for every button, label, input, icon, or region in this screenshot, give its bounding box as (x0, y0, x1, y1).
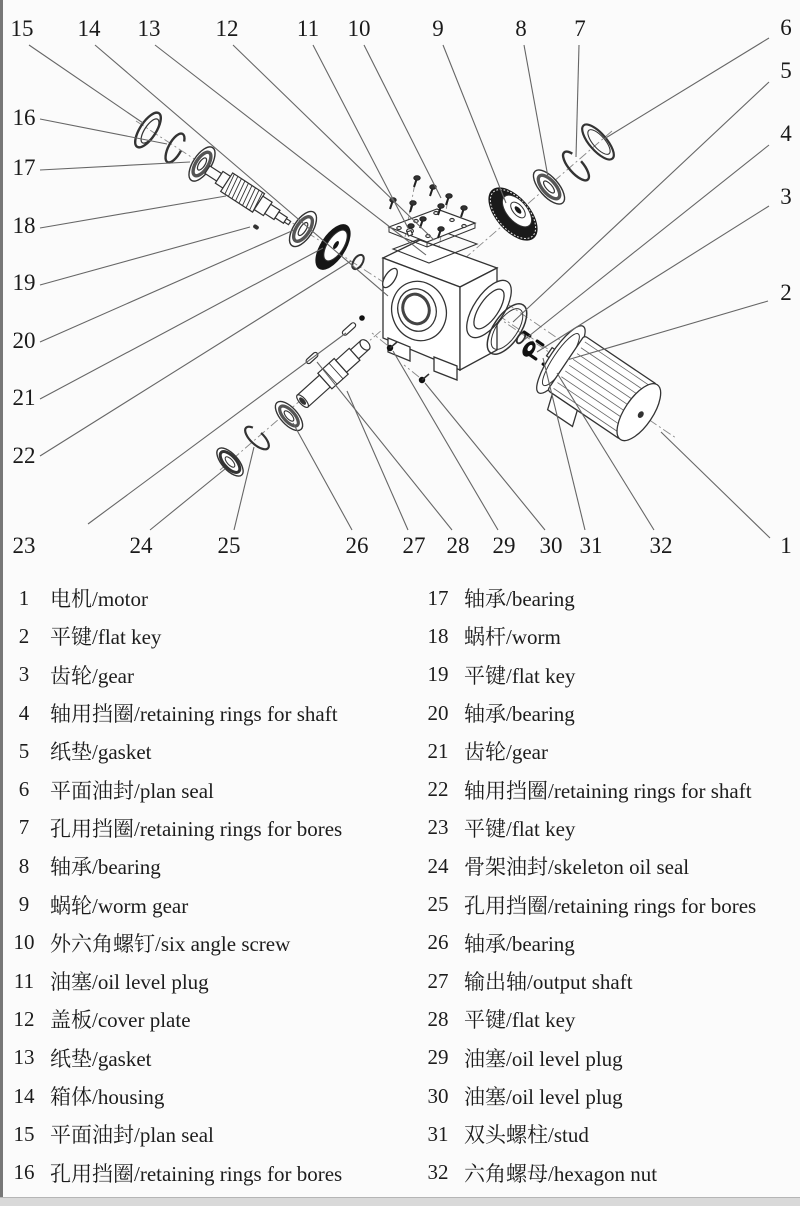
parts-list-item-21 (420, 732, 756, 770)
retaining-ring-16-drawing (162, 131, 189, 165)
leader-line-8 (524, 45, 548, 177)
callout-label-25: 25 (217, 533, 241, 558)
flat-key-19-drawing (252, 224, 259, 231)
part-number: 4 (18, 700, 30, 725)
part-name: 轴承/bearing (50, 855, 161, 880)
callout-label-12: 12 (215, 16, 239, 41)
part-number: 15 (13, 1121, 35, 1146)
parts-list-item-30 (420, 1077, 756, 1115)
part-number: 28 (427, 1006, 449, 1031)
part-name: 六角螺母/hexagon nut (464, 1161, 658, 1186)
parts-list-item-8 (6, 847, 342, 885)
part-name: 平键/flat key (464, 1008, 576, 1033)
callout-label-29: 29 (492, 533, 516, 558)
part-name: 平面油封/plan seal (50, 1123, 214, 1148)
parts-list-item-24 (420, 847, 756, 885)
leader-line-20 (40, 230, 294, 342)
callout-label-21: 21 (12, 385, 36, 410)
part-name: 骨架油封/skeleton oil seal (464, 855, 690, 880)
parts-list-item-9 (6, 885, 342, 923)
parts-list-item-28 (420, 1000, 756, 1038)
part-number: 29 (427, 1045, 449, 1070)
leader-line-28 (317, 362, 452, 530)
exploded-view-diagram (0, 0, 800, 570)
parts-list-item-10 (6, 924, 342, 962)
part-name: 平键/flat key (464, 816, 576, 841)
scan-edge-bottom (0, 1197, 800, 1206)
part-number: 23 (427, 815, 449, 840)
part-number: 9 (18, 892, 30, 917)
parts-list-item-19 (420, 656, 756, 694)
oil-plug-11-drawing (407, 229, 414, 236)
part-name: 电机/motor (50, 587, 148, 612)
callout-label-26: 26 (345, 533, 369, 558)
callout-label-27: 27 (402, 533, 426, 558)
part-name: 孔用挡圈/retaining rings for bores (50, 1161, 343, 1186)
part-number: 25 (427, 892, 449, 917)
worm-gear-9-drawing (479, 179, 547, 250)
callout-label-13: 13 (137, 16, 161, 41)
callout-label-30: 30 (539, 533, 563, 558)
parts-list-item-6 (6, 770, 342, 808)
callout-label-10: 10 (347, 16, 371, 41)
part-name: 箱体/housing (50, 1085, 165, 1109)
parts-list-item-20 (420, 694, 756, 732)
gear-21-drawing (308, 218, 357, 275)
parts-list-item-1 (6, 579, 342, 617)
part-name: 蜗轮/worm gear (50, 893, 189, 918)
part-name: 油塞/oil level plug (50, 970, 209, 995)
part-number: 18 (427, 623, 449, 648)
part-name: 外六角螺钉/six angle screw (50, 931, 291, 956)
leader-line-18 (40, 196, 226, 228)
leader-line-3 (537, 206, 769, 352)
part-name: 油塞/oil level plug (464, 1085, 623, 1109)
parts-list-item-15 (6, 1115, 342, 1153)
callout-label-9: 9 (432, 16, 444, 41)
callout-label-24: 24 (129, 533, 153, 558)
parts-list-item-18 (420, 617, 756, 655)
plan-seal-15-drawing (130, 109, 165, 151)
part-number: 8 (18, 853, 30, 878)
part-number: 10 (13, 930, 35, 955)
leader-line-4 (524, 145, 769, 340)
part-name: 纸垫/gasket (50, 740, 152, 765)
callout-label-32: 32 (649, 533, 673, 558)
leader-line-23 (88, 333, 346, 524)
parts-list-item-13 (6, 1039, 342, 1077)
callout-label-18: 18 (12, 213, 36, 238)
parts-list-item-27 (420, 962, 756, 1000)
part-number: 6 (18, 777, 30, 802)
part-name: 轴承/bearing (464, 587, 575, 612)
parts-list-column-right (420, 579, 756, 1192)
part-name: 齿轮/gear (464, 740, 548, 765)
parts-list-item-17 (420, 579, 756, 617)
leader-line-29 (393, 351, 498, 530)
callout-label-1: 1 (780, 533, 792, 558)
part-number: 12 (13, 1006, 35, 1031)
leader-line-2 (567, 301, 768, 360)
leader-line-24 (150, 469, 225, 530)
bearing-8-drawing (528, 165, 570, 209)
callout-label-19: 19 (12, 270, 36, 295)
leader-line-16 (40, 119, 167, 144)
callout-label-5: 5 (780, 58, 792, 83)
part-name: 蜗杆/worm (464, 625, 561, 650)
part-number: 30 (427, 1083, 449, 1108)
callout-label-8: 8 (515, 16, 527, 41)
callout-label-3: 3 (780, 184, 792, 209)
plan-seal-6-drawing (577, 120, 619, 164)
parts-list-item-29 (420, 1039, 756, 1077)
part-number: 11 (13, 968, 35, 993)
callout-label-28: 28 (446, 533, 470, 558)
part-name: 平键/flat key (464, 663, 576, 688)
parts-list-item-5 (6, 732, 342, 770)
parts-list-item-25 (420, 885, 756, 923)
callout-label-15: 15 (10, 16, 34, 41)
parts-list-column-left (6, 579, 342, 1192)
callout-label-7: 7 (574, 16, 586, 41)
part-number: 3 (18, 662, 30, 687)
part-name: 孔用挡圈/retaining rings for bores (464, 893, 757, 918)
leader-line-14 (95, 45, 388, 296)
housing-14-drawing (380, 240, 520, 380)
part-number: 21 (427, 738, 449, 763)
oil-plug-30-drawing (419, 374, 429, 383)
parts-list-item-12 (6, 1000, 342, 1038)
parts-list-item-26 (420, 924, 756, 962)
callout-label-4: 4 (780, 121, 792, 146)
parts-list-item-31 (420, 1115, 756, 1153)
retaining-ring-25-drawing (242, 423, 273, 453)
callout-label-17: 17 (12, 155, 36, 180)
callout-label-11: 11 (296, 16, 320, 41)
oil-plug-detail (359, 315, 365, 321)
callout-label-22: 22 (12, 443, 36, 468)
leader-line-1 (661, 432, 770, 538)
leader-line-26 (293, 423, 352, 530)
callout-label-14: 14 (77, 16, 101, 41)
part-name: 输出轴/output shaft (464, 970, 633, 995)
part-name: 油塞/oil level plug (464, 1046, 623, 1071)
bearing-20-drawing (284, 207, 322, 251)
callout-label-16: 16 (12, 105, 36, 130)
part-name: 轴用挡圈/retaining rings for shaft (464, 778, 752, 803)
callout-label-31: 31 (579, 533, 603, 558)
part-number: 2 (18, 623, 30, 648)
leader-line-15 (29, 45, 143, 123)
parts-list-item-23 (420, 809, 756, 847)
parts-list-item-11 (6, 962, 342, 1000)
callout-label-23: 23 (12, 533, 36, 558)
leader-line-17 (40, 162, 190, 170)
worm-18-drawing (201, 160, 295, 232)
part-name: 纸垫/gasket (50, 1046, 152, 1071)
part-number: 31 (427, 1121, 449, 1146)
part-number: 7 (18, 815, 30, 840)
part-number: 27 (427, 968, 449, 993)
leader-line-19 (40, 227, 250, 285)
part-name: 双头螺柱/stud (464, 1123, 589, 1148)
part-number: 22 (427, 777, 449, 802)
parts-list (0, 579, 800, 1198)
part-name: 轴承/bearing (464, 702, 575, 727)
part-number: 32 (427, 1160, 449, 1185)
part-number: 14 (13, 1083, 35, 1108)
callout-label-20: 20 (12, 328, 36, 353)
parts-list-item-14 (6, 1077, 342, 1115)
part-name: 盖板/cover plate (50, 1008, 191, 1033)
part-number: 26 (427, 930, 449, 955)
leader-line-27 (347, 391, 408, 530)
leader-line-13 (155, 45, 426, 255)
part-number: 24 (427, 853, 449, 878)
leader-line-6 (604, 38, 769, 139)
callout-label-6: 6 (780, 15, 792, 40)
parts-list-item-32 (420, 1153, 756, 1191)
part-name: 平面油封/plan seal (50, 778, 214, 803)
leader-line-10 (364, 45, 441, 198)
output-shaft-27-drawing (293, 334, 375, 411)
part-name: 平键/flat key (50, 625, 162, 650)
parts-list-item-22 (420, 770, 756, 808)
part-number: 5 (18, 738, 30, 763)
part-name: 齿轮/gear (50, 663, 134, 688)
leader-line-22 (40, 261, 351, 456)
part-name: 轴用挡圈/retaining rings for shaft (50, 702, 338, 727)
part-number: 16 (13, 1160, 35, 1185)
part-name: 轴承/bearing (464, 931, 575, 956)
part-number: 17 (427, 585, 449, 610)
parts-list-item-4 (6, 694, 342, 732)
part-number: 1 (18, 585, 30, 610)
callout-label-2: 2 (780, 280, 792, 305)
parts-list-item-2 (6, 617, 342, 655)
part-name: 孔用挡圈/retaining rings for bores (50, 816, 343, 841)
part-number: 13 (13, 1045, 35, 1070)
retaining-ring-22-drawing (350, 253, 366, 271)
part-number: 19 (427, 662, 449, 687)
parts-list-item-3 (6, 656, 342, 694)
part-number: 20 (427, 700, 449, 725)
parts-list-item-7 (6, 809, 342, 847)
leader-line-7 (576, 45, 579, 157)
parts-list-item-16 (6, 1153, 342, 1191)
leader-line-9 (443, 45, 506, 203)
